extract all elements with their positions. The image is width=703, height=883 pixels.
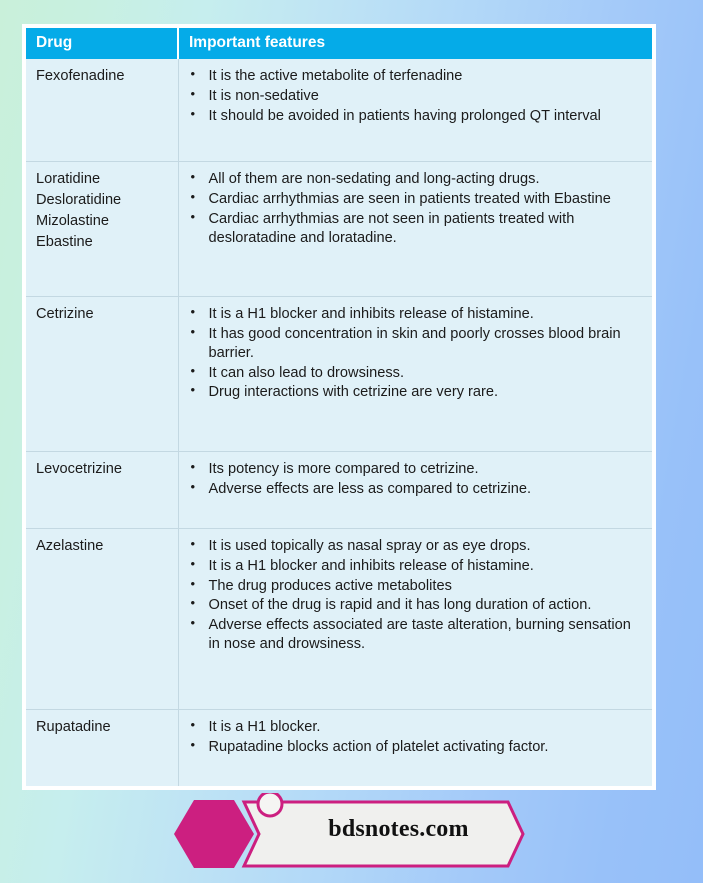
feature-item: • It should be avoided in patients having prolonged QT interval [187, 107, 643, 126]
drug-name: Fexofenadine [36, 68, 125, 84]
hexagon-shape [174, 800, 254, 868]
drug-table-card [22, 24, 656, 790]
features-cell [178, 59, 652, 162]
feature-item: • The drug produces active metabolites [187, 577, 643, 596]
features-cell [178, 452, 652, 529]
column-header-drug: Drug [26, 28, 178, 59]
drug-name-cell [26, 297, 178, 452]
feature-item: • Onset of the drug is rapid and it has long duration of action. [187, 596, 643, 615]
feature-list [187, 67, 643, 125]
feature-item: • It is the active metabolite of terfenadine [187, 67, 643, 86]
feature-item: • It is a H1 blocker and inhibits release of histamine. [187, 557, 643, 576]
drug-name-cell [26, 59, 178, 162]
feature-item: • Cardiac arrhythmias are not seen in patients treated with desloratadine and loratadine. [187, 210, 643, 248]
feature-item: • It is a H1 blocker. [187, 718, 643, 737]
feature-item: • Rupatadine blocks action of platelet activating factor. [187, 738, 643, 757]
feature-item: • It has good concentration in skin and poorly crosses blood brain barrier. [187, 325, 643, 363]
drug-name: Loratidine [36, 171, 101, 188]
table-header [26, 28, 652, 59]
table-row [26, 59, 652, 162]
drug-name: Ebastine [36, 233, 93, 250]
drug-name: Cetrizine [36, 306, 94, 323]
drug-name-cell [26, 710, 178, 786]
feature-item: • Adverse effects are less as compared to cetrizine. [187, 480, 643, 499]
feature-item: • Adverse effects associated are taste alteration, burning sensation in nose and drowsiness. [187, 616, 643, 654]
feature-item: • It is a H1 blocker and inhibits release of histamine. [187, 305, 643, 324]
drug-name: Levocetrizine [36, 461, 122, 478]
table-row [26, 162, 652, 297]
feature-item: • It can also lead to drowsiness. [187, 364, 643, 383]
drug-name: Mizolastine [36, 212, 109, 229]
drug-name-cell [26, 162, 178, 297]
features-cell [178, 710, 652, 786]
feature-item: • Its potency is more compared to cetrizine. [187, 460, 643, 479]
features-cell [178, 162, 652, 297]
table-header-row [26, 28, 652, 59]
feature-item: • Cardiac arrhythmias are seen in patients treated with Ebastine [187, 190, 643, 209]
feature-item: • It is used topically as nasal spray or as eye drops. [187, 537, 643, 556]
feature-item: • All of them are non-sedating and long-acting drugs. [187, 170, 643, 189]
table-body [26, 59, 652, 786]
table-row [26, 452, 652, 529]
drug-name: Azelastine [36, 537, 104, 554]
drug-name: Desloratidine [36, 191, 122, 208]
feature-list [187, 305, 643, 402]
feature-list [187, 170, 643, 247]
table-row [26, 710, 652, 786]
features-cell [178, 528, 652, 709]
feature-item: • It is non-sedative [187, 87, 643, 106]
feature-list [187, 460, 643, 499]
feature-list [187, 718, 643, 757]
drug-name-cell [26, 452, 178, 529]
drug-name: Rupatadine [36, 719, 111, 736]
table-row [26, 528, 652, 709]
drug-features-table [26, 28, 652, 786]
drug-name-cell [26, 528, 178, 709]
features-cell [178, 297, 652, 452]
feature-item: • Drug interactions with cetrizine are very rare. [187, 383, 643, 402]
table-row [26, 297, 652, 452]
bdsnotes-watermark [168, 793, 528, 875]
column-header-important-features: Important features [178, 28, 652, 59]
watermark-label: bdsnotes.com [328, 816, 469, 842]
feature-list [187, 537, 643, 654]
